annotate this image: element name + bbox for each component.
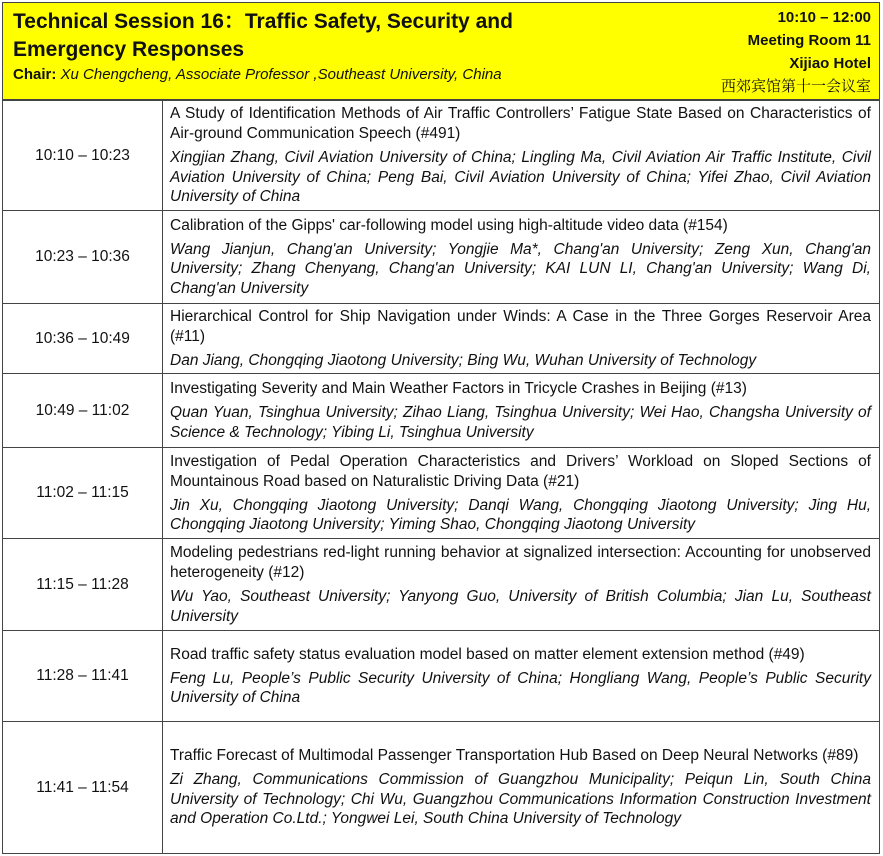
table-row (3, 448, 880, 539)
table-row (3, 374, 880, 448)
table-row (3, 722, 880, 854)
paper-cell (163, 722, 880, 854)
paper-title: A Study of Identification Methods of Air Traffic Controllers’ Fatigue State Based on Characteristics of Air-ground Communication Speech (#491) (170, 105, 871, 143)
session-venue: Xijiao Hotel (789, 55, 871, 72)
table-row (3, 304, 880, 374)
session-venue-cn: 西郊宾馆第十一会议室 (720, 77, 871, 95)
paper-cell (163, 101, 880, 211)
paper-authors: Quan Yuan, Tsinghua University; Zihao Liang, Tsinghua University; Wei Hao, Changsha University of Science & Technology; Yibing Li, Tsinghua University (170, 404, 871, 441)
paper-cell (163, 211, 880, 304)
paper-cell (163, 539, 880, 631)
paper-cell (163, 304, 880, 374)
paper-title: Road traffic safety status evaluation model based on matter element extension method (#49) (170, 645, 805, 663)
paper-authors: Xingjian Zhang, Civil Aviation University of China; Lingling Ma, Civil Aviation Air Traffic Institute, Civil Aviation University of China; Peng Bai, Civil Aviation University of China; Yifei Zhao, Civil Aviation University of China (170, 149, 871, 206)
paper-cell (163, 374, 880, 448)
chair-label: Chair: (13, 66, 57, 83)
time-slot: 11:02 – 11:15 (3, 448, 163, 539)
time-slot: 10:10 – 10:23 (3, 101, 163, 211)
session-title: Technical Session 16：Traffic Safety, Security and Emergency Responses (13, 10, 513, 61)
table-row (3, 539, 880, 631)
time-slot: 10:36 – 10:49 (3, 304, 163, 374)
paper-authors: Jin Xu, Chongqing Jiaotong University; Danqi Wang, Chongqing Jiaotong University; Jing Hu, Chongqing Jiaotong University; Yiming Shao, Chongqing Jiaotong University (170, 496, 871, 533)
paper-title: Traffic Forecast of Multimodal Passenger Transportation Hub Based on Deep Neural Networks (#89) (170, 747, 859, 765)
schedule-table (2, 100, 880, 854)
paper-authors: Wang Jianjun, Chang'an University; Yongjie Ma*, Chang'an University; Zeng Xun, Chang'an University; Zhang Chenyang, Chang'an University; KAI LUN LI, Chang'an University; Wang Di, Chang'an University (170, 240, 871, 297)
paper-authors: Feng Lu, People’s Public Security University of China; Hongliang Wang, People’s Public Security University of China (170, 669, 871, 706)
time-slot: 10:49 – 11:02 (3, 374, 163, 448)
session-room: Meeting Room 11 (747, 32, 871, 49)
time-slot: 11:41 – 11:54 (3, 722, 163, 854)
paper-title: Investigation of Pedal Operation Characteristics and Drivers’ Workload on Sloped Sections of Mountainous Road based on Naturalistic Driving Data (#21) (170, 452, 871, 490)
paper-title: Calibration of the Gipps' car-following model using high-altitude video data (#154) (170, 216, 728, 234)
paper-authors: Zi Zhang, Communications Commission of Guangzhou Municipality; Peiqun Lin, South China University of Technology; Chi Wu, Guangzhou Communications Information Construction Investment and Operation Co.Ltd.; Yongwei Lei, South China University of Technology (170, 771, 871, 828)
time-slot: 11:28 – 11:41 (3, 631, 163, 722)
paper-title: Modeling pedestrians red-light running behavior at signalized intersection: Accounting for unobserved heterogeneity (#12) (170, 544, 871, 581)
paper-authors: Wu Yao, Southeast University; Yanyong Guo, University of British Columbia; Jian Lu, Southeast University (170, 588, 871, 625)
table-row (3, 631, 880, 722)
paper-cell (163, 448, 880, 539)
paper-authors: Dan Jiang, Chongqing Jiaotong University; Bing Wu, Wuhan University of Technology (170, 351, 757, 369)
session-chair (13, 65, 502, 85)
table-row (3, 211, 880, 304)
session-sheet (2, 2, 880, 854)
session-time: 10:10 – 12:00 (777, 9, 871, 26)
chair-value: Xu Chengcheng, Associate Professor ,Southeast University, China (60, 66, 502, 83)
paper-title: Hierarchical Control for Ship Navigation under Winds: A Case in the Three Gorges Reservoir Area (#11) (170, 307, 871, 345)
paper-title: Investigating Severity and Main Weather Factors in Tricycle Crashes in Beijing (#13) (170, 380, 747, 397)
session-header (2, 2, 880, 100)
time-slot: 10:23 – 10:36 (3, 211, 163, 304)
table-row (3, 101, 880, 211)
time-slot: 11:15 – 11:28 (3, 539, 163, 631)
session-meta (721, 6, 871, 98)
paper-cell (163, 631, 880, 722)
